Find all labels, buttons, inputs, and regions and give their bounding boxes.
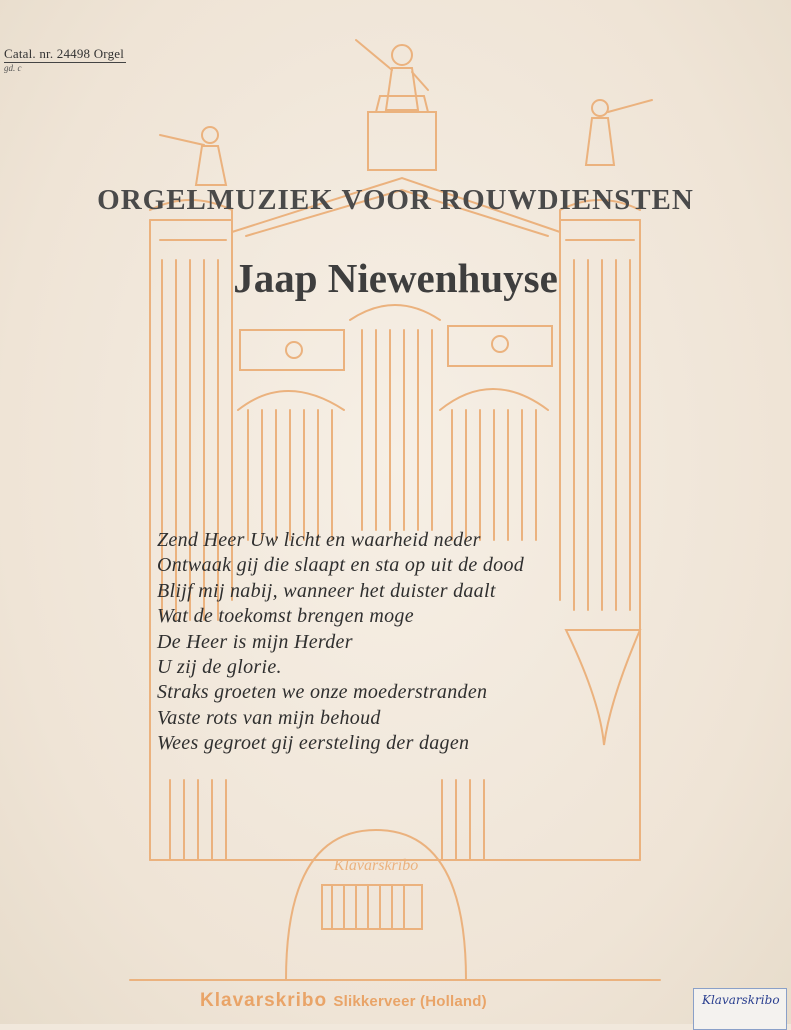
publisher-name: Klavarskribo: [200, 990, 328, 1011]
composer-name: Jaap Niewenhuyse: [233, 255, 558, 301]
piece-title: Vaste rots van mijn behoud: [157, 706, 381, 729]
piece-title: Blijf mij nabij, wanneer het duister daalt: [157, 579, 496, 602]
catalog-code: gd. c: [4, 63, 22, 73]
angel-figure-center: [356, 40, 428, 110]
stamp-text: Klavarskribo: [702, 993, 780, 1007]
piece-title: Straks groeten we onze moederstranden: [157, 681, 488, 704]
publisher-location: Slikkerveer (Holland): [333, 993, 487, 1010]
piece-title: Ontwaak gij die slaapt en sta op uit de dood: [157, 554, 525, 577]
piece-title: Zend Heer Uw licht en waarheid neder: [157, 529, 481, 551]
emblem-wordmark: Klavarskribo: [333, 857, 419, 874]
piece-list: [157, 528, 524, 757]
angel-figure-right: [586, 100, 652, 165]
piece-title: U zij de glorie.: [157, 655, 282, 678]
angel-figure-left: [160, 127, 226, 185]
publisher: [200, 990, 487, 1012]
catalog-number: Catal. nr. 24498 Orgel: [4, 46, 125, 61]
page-title: ORGELMUZIEK VOOR ROUWDIENSTEN: [97, 184, 694, 216]
piece-title: Wat de toekomst brengen moge: [157, 605, 414, 628]
klavarskribo-emblem: [286, 830, 466, 980]
piece-title: De Heer is mijn Herder: [157, 630, 353, 653]
piece-title: Wees gegroet gij eersteling der dagen: [157, 732, 470, 755]
